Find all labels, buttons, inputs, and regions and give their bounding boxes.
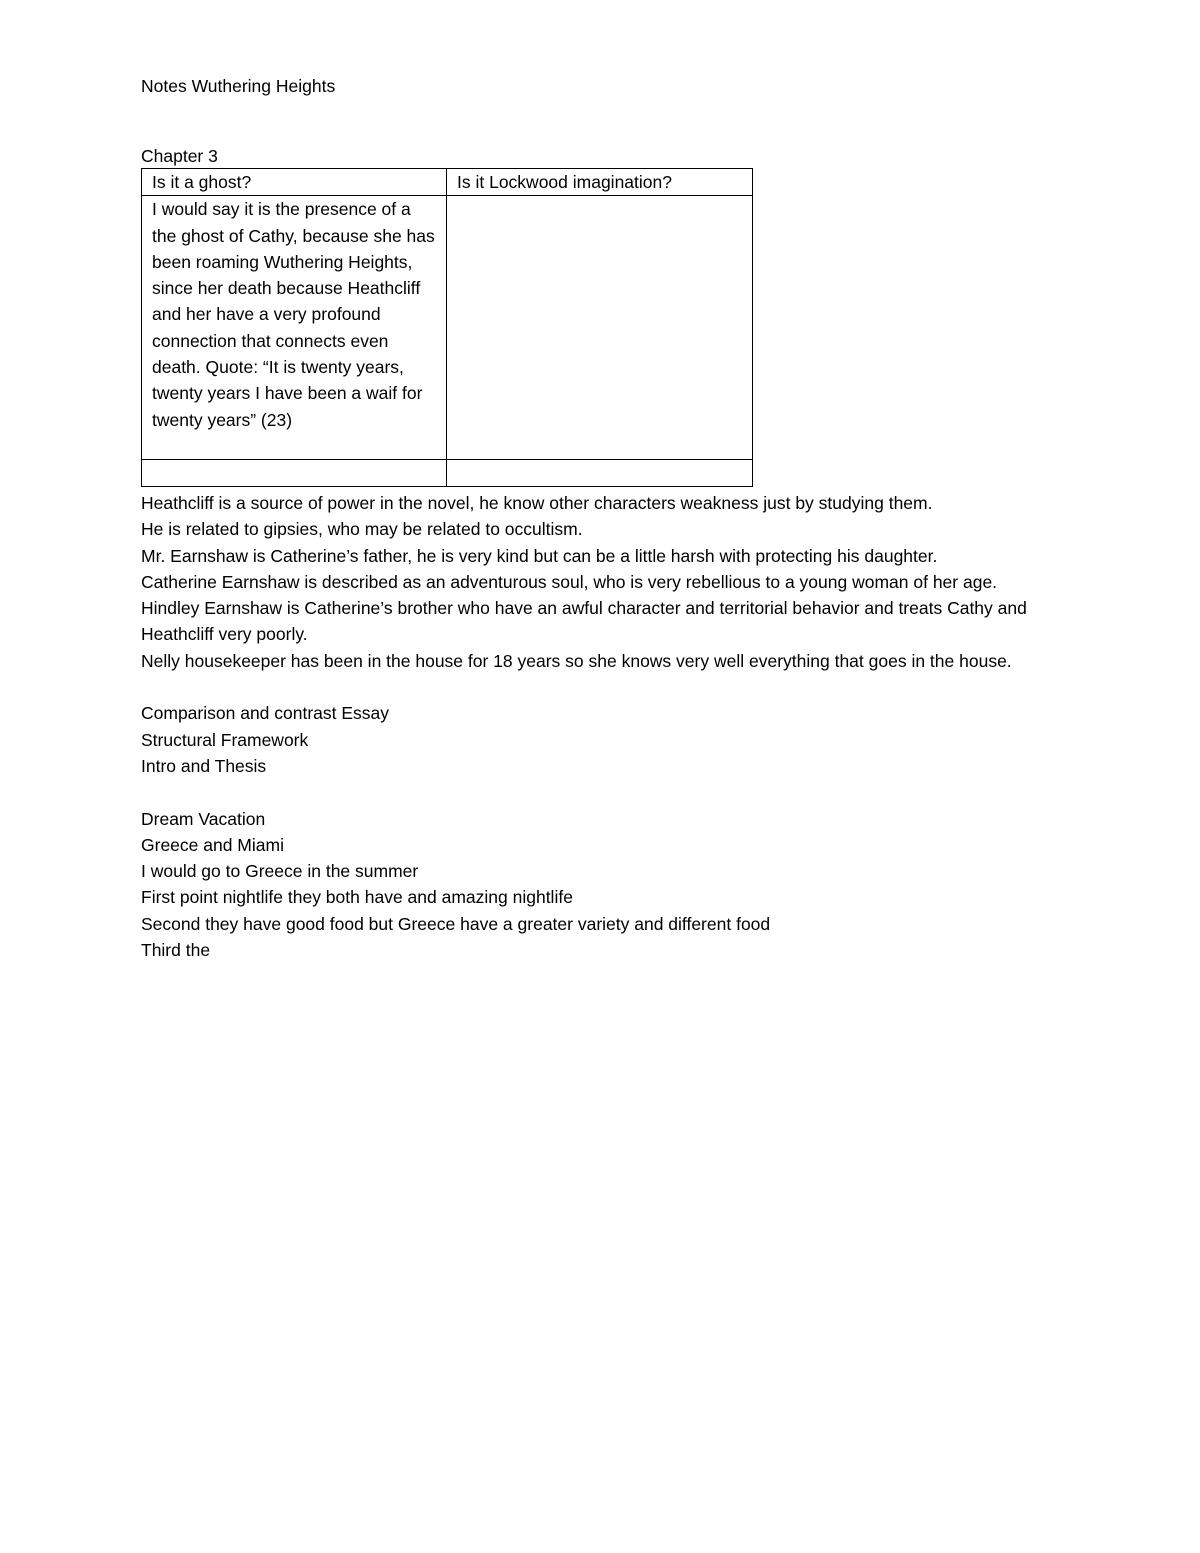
table-row-empty <box>142 460 753 487</box>
table-cell-imagination-answer <box>447 196 753 460</box>
vacation-point: Third the <box>141 940 211 961</box>
document-title: Notes Wuthering Heights <box>141 76 336 96</box>
vacation-point: First point nightlife they both have and amazing nightlife <box>141 887 573 908</box>
table-cell-ghost-answer: I would say it is the presence of a the ghost of Cathy, because she has been roaming Wuthering Heights, since her death because Heathcliff and her have a very profound connection that connects even death. Quote: “It is twenty years, twenty years I have been a waif for twenty years” (23) <box>142 196 447 460</box>
vacation-thesis: I would go to Greece in the summer <box>141 861 419 882</box>
table-header-ghost: Is it a ghost? <box>142 169 447 196</box>
note-paragraph: He is related to gipsies, who may be related to occultism. <box>141 519 583 540</box>
vacation-heading: Dream Vacation <box>141 808 266 829</box>
essay-intro: Intro and Thesis <box>141 755 267 776</box>
blank-line <box>141 674 1076 700</box>
vacation-places: Greece and Miami <box>141 834 284 855</box>
note-paragraph: Heathcliff is a source of power in the novel, he know other characters weakness just by studying them. <box>141 493 933 513</box>
table-row <box>142 196 753 460</box>
essay-framework: Structural Framework <box>141 729 309 750</box>
table-cell-empty <box>447 460 753 487</box>
table-header-imagination: Is it Lockwood imagination? <box>447 169 753 196</box>
table-header-row <box>142 169 753 196</box>
note-paragraph: Mr. Earnshaw is Catherine’s father, he is very kind but can be a little harsh with protecting his daughter. <box>141 545 938 566</box>
notes-body <box>141 490 1076 963</box>
table-cell-empty <box>142 460 447 487</box>
note-paragraph: Hindley Earnshaw is Catherine’s brother who have an awful character and territorial behavior and treats Cathy and Heathcliff very poorly. <box>141 598 1027 645</box>
ghost-question-table <box>141 168 753 487</box>
note-paragraph: Catherine Earnshaw is described as an adventurous soul, who is very rebellious to a young woman of her age. <box>141 571 998 592</box>
vacation-point: Second they have good food but Greece have a greater variety and different food <box>141 913 771 934</box>
blank-line <box>141 779 1076 805</box>
chapter-heading: Chapter 3 <box>141 146 218 166</box>
essay-heading: Comparison and contrast Essay <box>141 703 390 724</box>
note-paragraph: Nelly housekeeper has been in the house for 18 years so she knows very well everything that goes in the house. <box>141 650 1012 671</box>
